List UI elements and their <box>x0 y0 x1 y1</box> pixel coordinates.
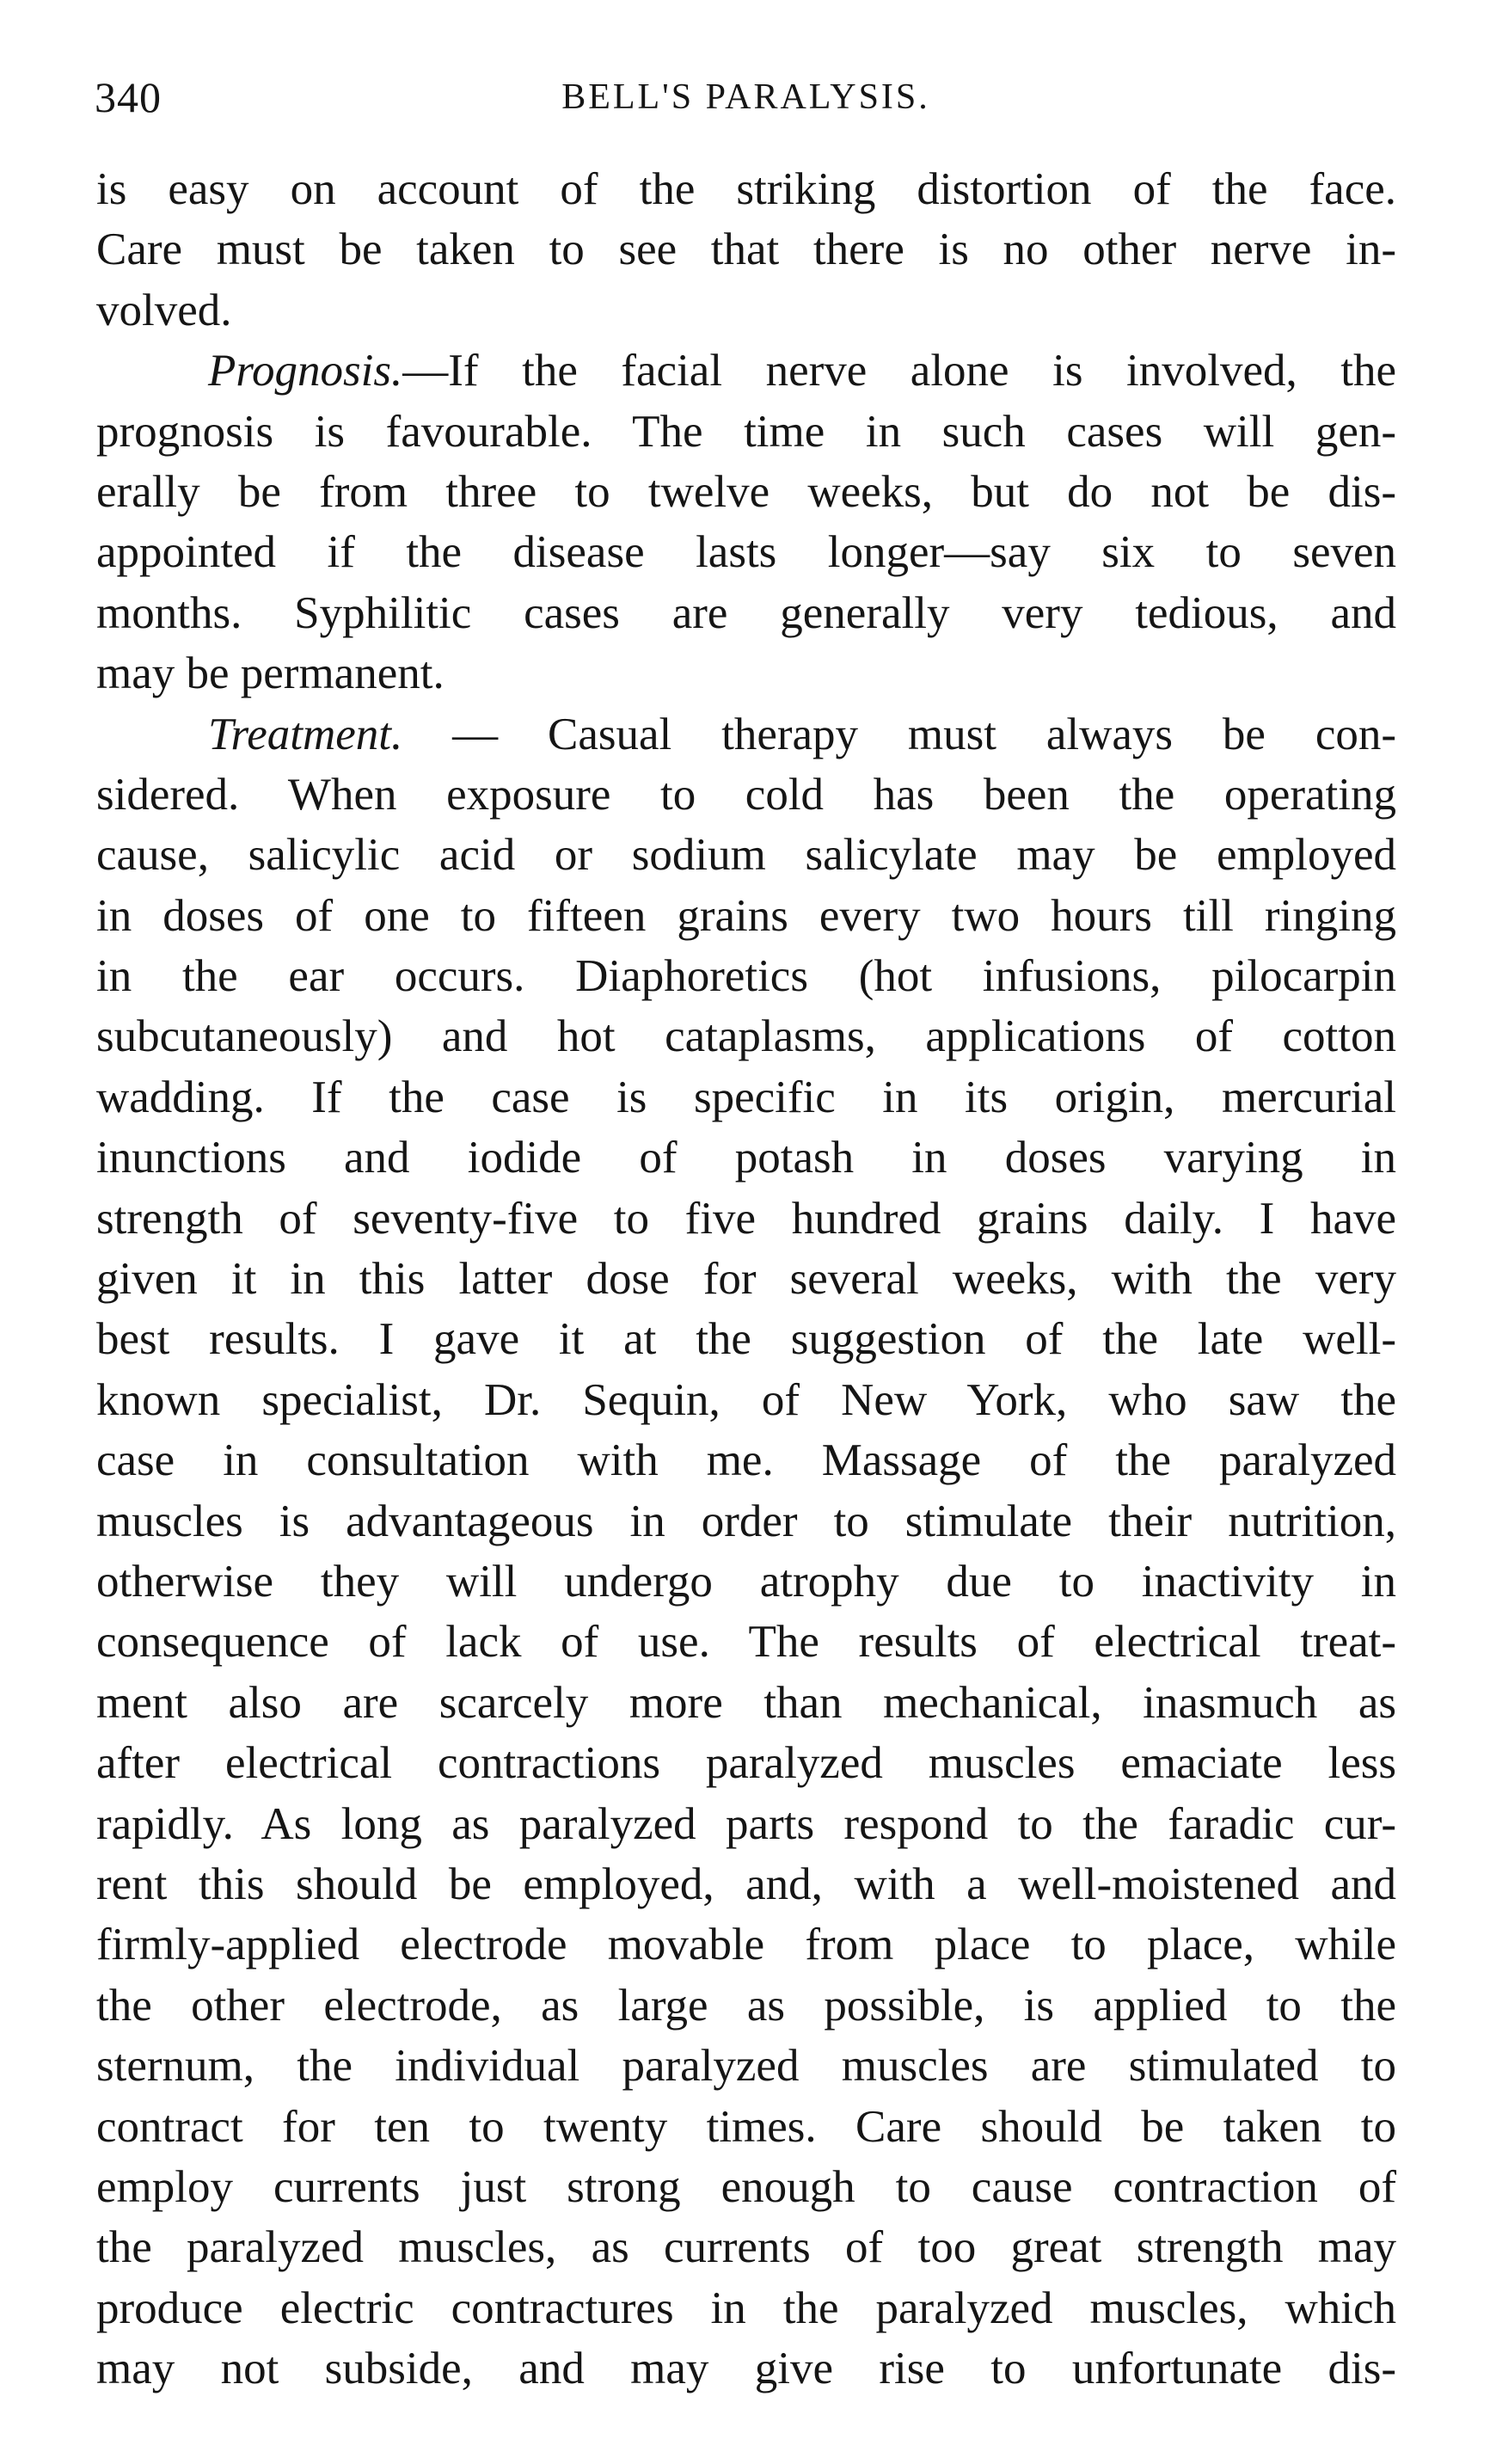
text-line: known specialist, Dr. Sequin, of New York, who saw the <box>96 1374 1396 1425</box>
text-line: best results. I gave it at the suggestion of the late well- <box>96 1314 1396 1365</box>
text-line: may be permanent. <box>96 648 445 699</box>
text-line: rapidly. As long as paralyzed parts respond to the faradic cur- <box>96 1798 1396 1849</box>
text-line: given it in this latter dose for several weeks, with the very <box>96 1254 1396 1305</box>
text-line: prognosis is favourable. The time in such cases will gen- <box>96 406 1396 457</box>
text-line: volved. <box>96 285 232 335</box>
text-line: muscles is advantageous in order to stimulate their nutrition, <box>96 1496 1396 1546</box>
text-line: employ currents just strong enough to cause contraction of <box>96 2161 1396 2212</box>
page-header <box>95 67 1397 127</box>
running-title: BELL'S PARALYSIS. <box>561 77 930 117</box>
text-line: case in consultation with me. Massage of the paralyzed <box>96 1435 1396 1486</box>
text-line: may not subside, and may give rise to unfortunate dis- <box>96 2344 1396 2394</box>
text-line: produce electric contractures in the paralyzed muscles, which <box>96 2283 1396 2333</box>
text-line: consequence of lack of use. The results of electrical treat- <box>96 1617 1396 1668</box>
text-line: otherwise they will undergo atrophy due to inactivity in <box>96 1556 1396 1607</box>
text-line-content: — Casual therapy must always be con- <box>402 709 1396 759</box>
text-line: the paralyzed muscles, as currents of too great strength may <box>96 2222 1396 2273</box>
text-line: is easy on account of the striking distortion of the face. <box>96 164 1396 214</box>
section-term-prognosis: Prognosis. <box>208 346 403 396</box>
text-line: in doses of one to fifteen grains every two hours till ringing <box>96 890 1396 941</box>
text-line: sidered. When exposure to cold has been the operating <box>96 769 1396 820</box>
text-line: the other electrode, as large as possible, is applied to the <box>96 1980 1396 2031</box>
text-line <box>96 341 1396 401</box>
text-line: appointed if the disease lasts longer—say six to seven <box>96 527 1396 578</box>
text-line: erally be from three to twelve weeks, but do not be dis- <box>96 466 1396 517</box>
text-line: months. Syphilitic cases are generally very tedious, and <box>96 587 1396 638</box>
text-line: after electrical contractions paralyzed muscles emaciate less <box>96 1738 1396 1789</box>
text-line: strength of seventy-five to five hundred grains daily. I have <box>96 1193 1396 1244</box>
section-term-treatment: Treatment. <box>208 709 403 759</box>
text-line-content: —If the facial nerve alone is involved, the <box>402 346 1396 396</box>
text-line: firmly-applied electrode movable from place to place, while <box>96 1920 1396 1970</box>
text-line: in the ear occurs. Diaphoretics (hot infusions, pilocarpin <box>96 951 1396 1002</box>
text-line: sternum, the individual paralyzed muscles are stimulated to <box>96 2041 1396 2092</box>
text-line: Care must be taken to see that there is no other nerve in- <box>96 224 1396 275</box>
text-line: ment also are scarcely more than mechanical, inasmuch as <box>96 1677 1396 1728</box>
body-text <box>96 159 1396 2399</box>
text-line: rent this should be employed, and, with a well-moistened and <box>96 1859 1396 1909</box>
text-line: subcutaneously) and hot cataplasms, applications of cotton <box>96 1011 1396 1062</box>
page-number: 340 <box>95 73 162 121</box>
text-line <box>96 704 1396 765</box>
text-line: contract for ten to twenty times. Care should be taken to <box>96 2101 1396 2152</box>
text-line: wadding. If the case is specific in its origin, mercurial <box>96 1072 1396 1122</box>
text-line: cause, salicylic acid or sodium salicylate may be employed <box>96 830 1396 881</box>
text-line: inunctions and iodide of potash in doses varying in <box>96 1133 1396 1183</box>
